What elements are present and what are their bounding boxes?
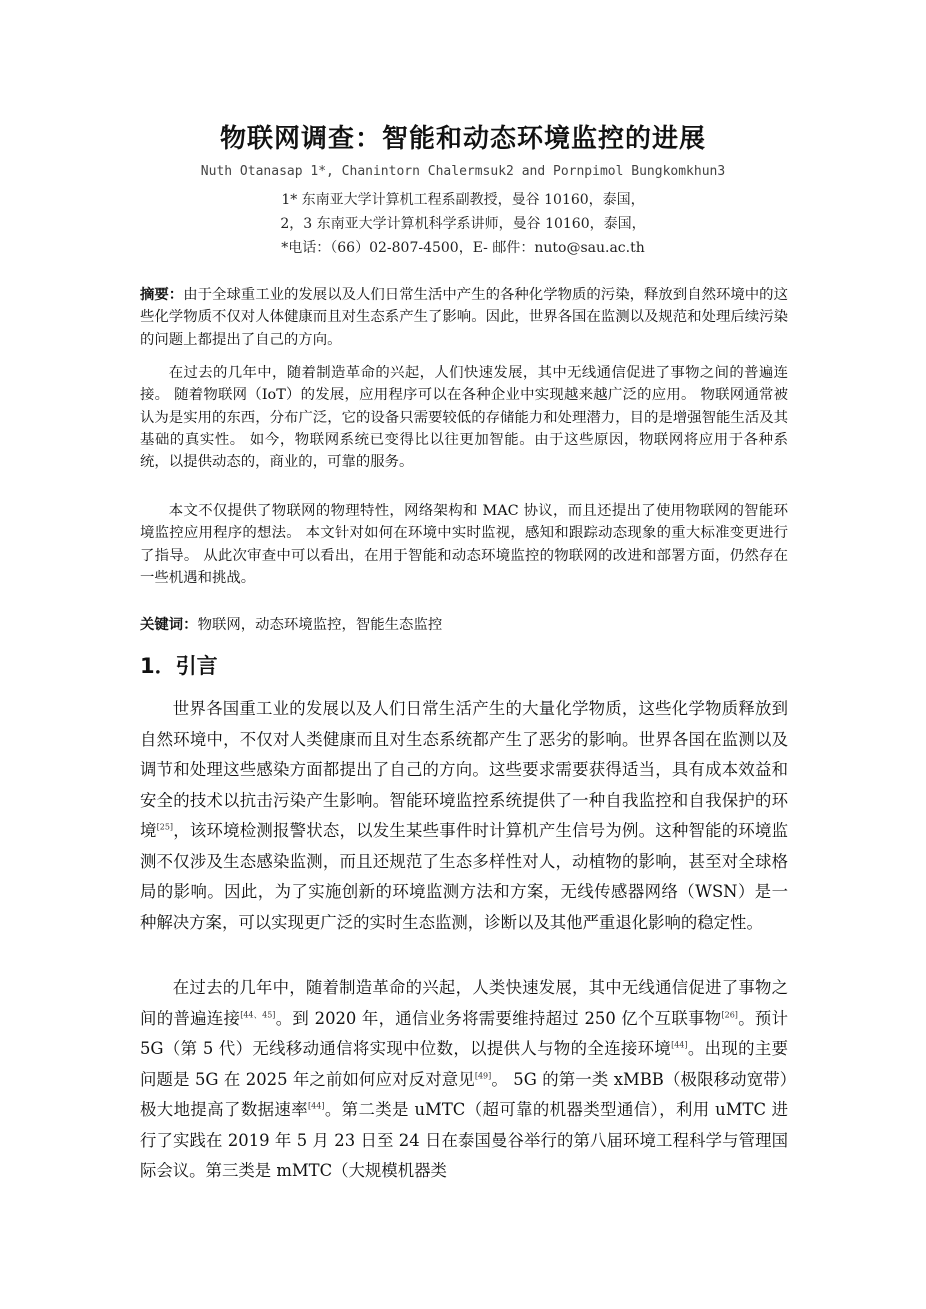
affiliation-1: 1* 东南亚大学计算机工程系副教授，曼谷 10160，泰国， — [281, 192, 645, 208]
keywords-text: 物联网，动态环境监控，智能生态监控 — [197, 617, 443, 633]
affiliation-2: 2，3 东南亚大学计算机科学系讲师，曼谷 10160，泰国， — [280, 216, 646, 232]
text-run: 在过去的几年中，随着制造革命的兴起，人类快速发展，其中无线通信促进了事物之间的普遍连接 — [140, 978, 788, 1028]
citation: [44、45] — [240, 1010, 276, 1020]
text-run: 。出现的主要问题是 5G 在 2025 年之前如何应对反对意见 — [140, 1039, 788, 1089]
abstract-label: 摘要： — [140, 287, 184, 303]
abstract-text-1: 由于全球重工业的发展以及人们日常生活中产生的各种化学物质的污染，释放到自然环境中的这些化学物质不仅对人体健康而且对生态系产生了影响。因此，世界各国在监测以及规范和处理后续污染的问题上都提出了自己的方向。 — [140, 287, 788, 348]
citation: [44] — [308, 1101, 325, 1111]
text-run: 。预计 5G（第 5 代）无线移动通信将实现中位数，以提供人与物的全连接环境 — [140, 1008, 789, 1058]
text-run: 。到 2020 年，通信业务将需要维持超过 250 亿个互联事物 — [275, 1008, 722, 1028]
keywords-label: 关键词： — [140, 617, 198, 633]
citation: [25] — [156, 822, 174, 832]
affiliation-contact: *电话：（66）02-807-4500，E- 邮件：nuto@sau.ac.th — [281, 240, 645, 256]
citation: [44] — [671, 1040, 688, 1050]
paper-title: 物联网调查：智能和动态环境监控的进展 — [219, 124, 706, 154]
text-run: ，该环境检测报警状态，以发生某些事件时计算机产生信号为例。这种智能的环境监测不仅涉及生态感染监测，而且还规范了生态多样性对人，动植物的影响，甚至对全球格局的影响。因此，为了实施创新的环境监测方法和方案，无线传感器网络（WSN）是一种解决方案，可以实现更广泛的实时生态监测，诊断以及其他严重退化影响的稳定性。 — [140, 821, 789, 932]
text-run: 。第二类是 uMTC（超可靠的机器类型通信），利用 uMTC 进行了实践在 2019 年 5 月 23 日至 24 日在泰国曼谷举行的第八届环境工程科学与管理国际会议。第三类是 mMTC（大规模机器类 — [140, 1100, 789, 1180]
section-heading-introduction: 1．引言 — [140, 654, 218, 678]
intro-paragraph-2 — [140, 973, 788, 1187]
keywords — [140, 613, 442, 634]
abstract-paragraph-3: 本文不仅提供了物联网的物理特性，网络架构和 MAC 协议，而且还提出了使用物联网的智能环境监控应用程序的想法。 本文针对如何在环境中实时监视，感知和跟踪动态现象的重大标准变更进行了指导。 从此次审查中可以看出，在用于智能和动态环境监控的物联网的改进和部署方面，仍然存在一些机遇和挑战。 — [140, 503, 788, 586]
intro-paragraph-1 — [140, 694, 788, 938]
abstract-paragraph-1 — [140, 284, 788, 351]
abstract-paragraph-2: 在过去的几年中，随着制造革命的兴起，人们快速发展，其中无线通信促进了事物之间的普遍连接。 随着物联网（IoT）的发展，应用程序可以在各种企业中实现越来越广泛的应用。 物联网通常被认为是实用的东西，分布广泛，它的设备只需要较低的存储能力和处理潜力，目的是增强智能生活及其基础的真实性。 如今，物联网系统已变得比以往更加智能。由于这些原因，物联网将应用于各种系统，以提供动态的，商业的，可靠的服务。 — [140, 365, 788, 471]
text-run: 世界各国重工业的发展以及人们日常生活产生的大量化学物质，这些化学物质释放到自然环境中，不仅对人类健康而且对生态系统都产生了恶劣的影响。世界各国在监测以及调节和处理这些感染方面都提出了自己的方向。这些要求需要获得适当，具有成本效益和安全的技术以抗击污染产生影响。智能环境监控系统提供了一种自我监控和自我保护的环境 — [140, 699, 788, 840]
author-list: Nuth Otanasap 1*, Chanintorn Chalermsuk2 and Pornpimol Bungkomkhun3 — [200, 164, 726, 179]
citation: [49] — [474, 1071, 492, 1081]
citation: [26] — [721, 1010, 738, 1020]
text-run: 。 5G 的第一类 xMBB（极限移动宽带）极大地提高了数据速率 — [140, 1069, 788, 1119]
